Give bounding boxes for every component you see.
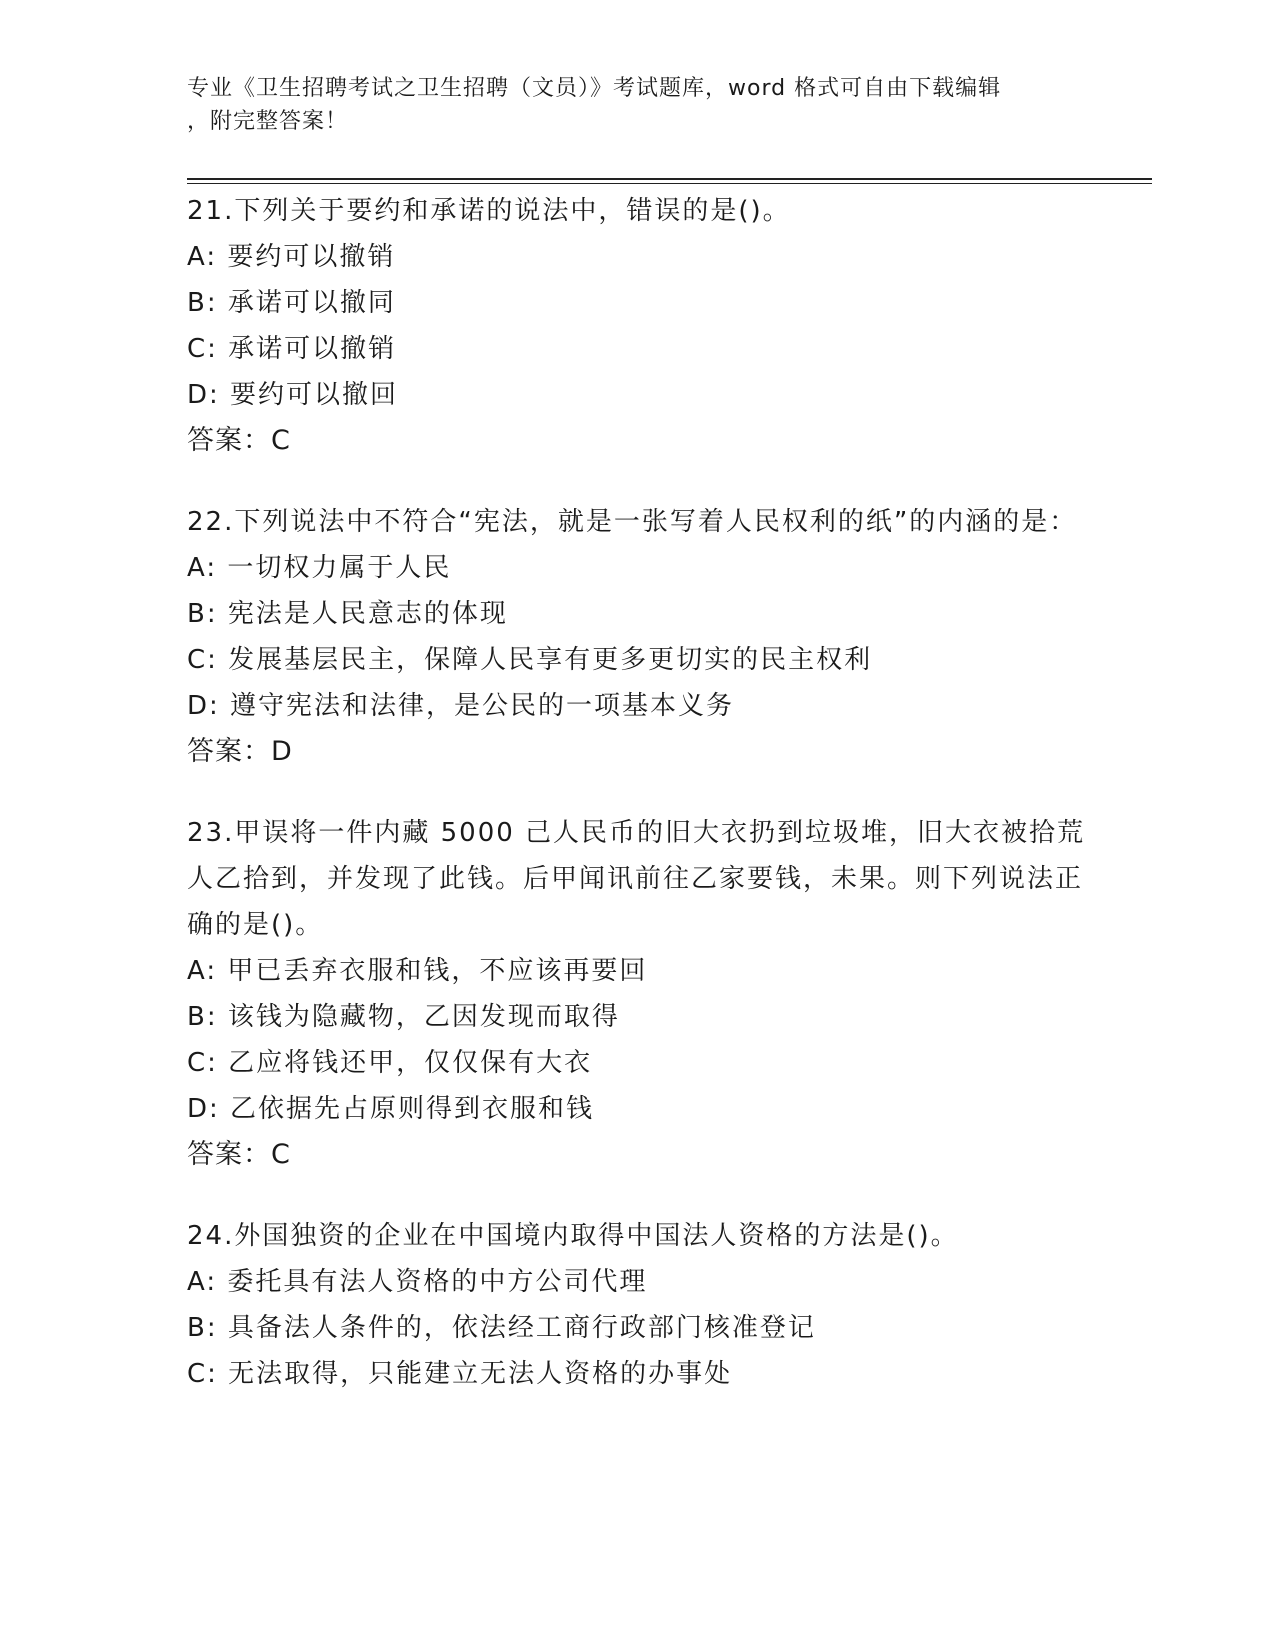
- option-a: A: 要约可以撤销: [187, 242, 396, 272]
- question-stem: 22.下列说法中不符合“宪法，就是一张写着人民权利的纸”的内涵的是：: [187, 507, 1078, 537]
- option-b: B: 承诺可以撤同: [187, 288, 396, 318]
- option-c: C: 发展基层民主，保障人民享有更多更切实的民主权利: [187, 645, 873, 675]
- header-divider-thin: [187, 183, 1152, 184]
- option-c: C: 承诺可以撤销: [187, 334, 397, 364]
- question-24: [187, 1213, 1087, 1397]
- option-a: A: 委托具有法人资格的中方公司代理: [187, 1267, 648, 1297]
- question-21: [187, 188, 1087, 464]
- option-d: D: 要约可以撤回: [187, 380, 399, 410]
- option-b: B: 具备法人条件的，依法经工商行政部门核准登记: [187, 1313, 816, 1343]
- answer-label: 答案：C: [187, 425, 291, 456]
- header-line-2: ，附完整答案！: [187, 109, 349, 134]
- question-stem: 21.下列关于要约和承诺的说法中，错误的是()。: [187, 196, 791, 226]
- option-d: D: 乙依据先占原则得到衣服和钱: [187, 1094, 595, 1124]
- question-22: [187, 499, 1087, 775]
- question-stem: 23.甲误将一件内藏 5000 己人民币的旧大衣扔到垃圾堆，旧大衣被拾荒人乙拾到，并发现了此钱。后甲闻讯前往乙家要钱，未果。则下列说法正确的是()。: [187, 818, 1086, 940]
- option-c: C: 无法取得，只能建立无法人资格的办事处: [187, 1359, 733, 1389]
- question-list: [187, 188, 1087, 1432]
- option-d: D: 遵守宪法和法律，是公民的一项基本义务: [187, 691, 735, 721]
- header-line-1: 专业《卫生招聘考试之卫生招聘（文员）》考试题库，word 格式可自由下载编辑: [187, 76, 1002, 101]
- question-23: [187, 810, 1087, 1178]
- option-a: A: 甲已丢弃衣服和钱，不应该再要回: [187, 956, 648, 986]
- option-a: A: 一切权力属于人民: [187, 553, 452, 583]
- option-b: B: 该钱为隐藏物，乙因发现而取得: [187, 1002, 620, 1032]
- question-stem: 24.外国独资的企业在中国境内取得中国法人资格的方法是()。: [187, 1221, 959, 1251]
- option-c: C: 乙应将钱还甲，仅仅保有大衣: [187, 1048, 593, 1078]
- answer-label: 答案：D: [187, 736, 293, 767]
- option-b: B: 宪法是人民意志的体现: [187, 599, 508, 629]
- answer-label: 答案：C: [187, 1139, 291, 1170]
- header-divider-thick: [187, 178, 1152, 180]
- document-header: [187, 72, 1087, 138]
